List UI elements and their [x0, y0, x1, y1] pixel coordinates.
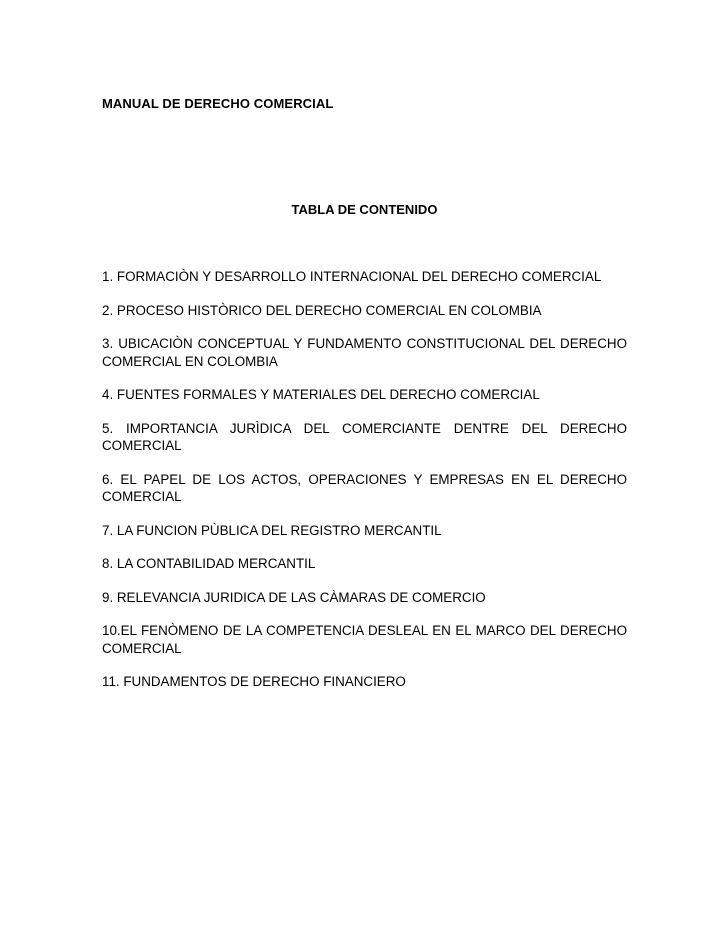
document-title: MANUAL DE DERECHO COMERCIAL — [102, 96, 334, 111]
toc-heading: TABLA DE CONTENIDO — [291, 202, 438, 217]
toc-item-1: 1. FORMACIÒN Y DESARROLLO INTERNACIONAL DEL DERECHO COMERCIAL — [102, 269, 602, 284]
toc-item-9: 9. RELEVANCIA JURIDICA DE LAS CÀMARAS DE COMERCIO — [102, 589, 486, 605]
toc-item-10: 10.EL FENÒMENO DE LA COMPETENCIA DESLEAL EN EL MARCO DEL DERECHO COMERCIAL — [102, 623, 627, 656]
toc-item-6: 6. EL PAPEL DE LOS ACTOS, OPERACIONES Y EMPRESAS EN EL DERECHO COMERCIAL — [102, 471, 627, 504]
toc-list — [102, 268, 627, 707]
toc-item-11: 11. FUNDAMENTOS DE DERECHO FINANCIERO — [102, 674, 406, 689]
toc-item-7: 7. LA FUNCION PÙBLICA DEL REGISTRO MERCANTIL — [102, 522, 442, 538]
toc-item-8: 8. LA CONTABILIDAD MERCANTIL — [102, 556, 316, 571]
toc-item-2: 2. PROCESO HISTÒRICO DEL DERECHO COMERCIAL EN COLOMBIA — [102, 302, 542, 318]
toc-item-5: 5. IMPORTANCIA JURÌDICA DEL COMERCIANTE DENTRE DEL DERECHO COMERCIAL — [102, 420, 627, 453]
toc-item-4: 4. FUENTES FORMALES Y MATERIALES DEL DERECHO COMERCIAL — [102, 387, 540, 402]
toc-item-3: 3. UBICACIÒN CONCEPTUAL Y FUNDAMENTO CONSTITUCIONAL DEL DERECHO COMERCIAL EN COLOMBIA — [102, 336, 627, 369]
